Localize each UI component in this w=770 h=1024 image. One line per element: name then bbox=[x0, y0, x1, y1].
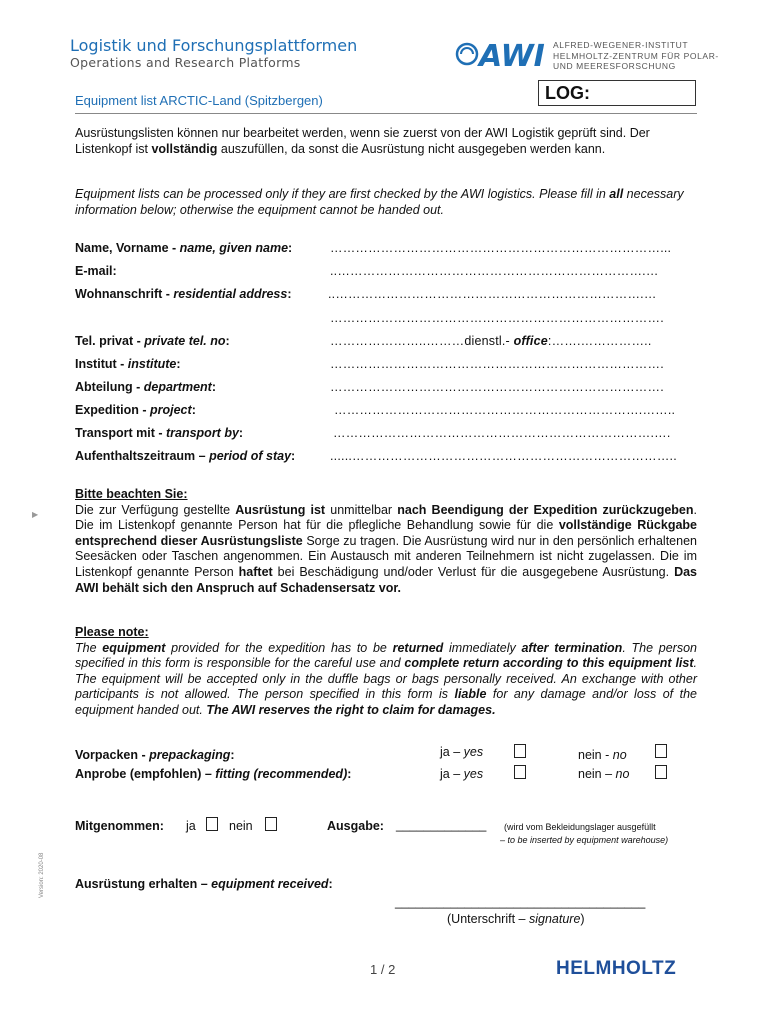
awi-line-1: ALFRED-WEGENER-INSTITUT bbox=[553, 40, 689, 50]
received-label: Ausrüstung erhalten – equipment received: bbox=[75, 877, 333, 891]
field-transport-input[interactable]: ………………………………………………………………….…. bbox=[333, 426, 671, 440]
ausgabe-note-en: – to be inserted by equipment warehouse) bbox=[500, 835, 669, 845]
awi-institute-name bbox=[553, 40, 719, 72]
awi-line-2: HELMHOLTZ-ZENTRUM FÜR POLAR- bbox=[553, 50, 719, 61]
signature-caption: (Unterschrift – signature) bbox=[447, 912, 585, 926]
platform-title-en: Operations and Research Platforms bbox=[70, 55, 301, 70]
field-address-input[interactable]: ..……………………………………………………………….… bbox=[328, 287, 657, 301]
page-number: 1 / 2 bbox=[370, 962, 396, 977]
ausgabe-label: Ausgabe: bbox=[327, 819, 384, 833]
awi-logo-icon bbox=[455, 36, 555, 74]
option-prepackaging-label: Vorpacken - prepackaging: bbox=[75, 748, 235, 762]
note-english: Please note: The equipment provided for the expedition has to be returned immediately after termination. The person specified in this form is responsible for the careful use and complete return according to this equipment list. The equipment will be accepted only in the duffle bags or bags personally received. An exchange with other participants is not allowed. The person specified in this form is liable for any damage and/or loss of the equipment handed out. The AWI reserves the right to claim for damages. bbox=[75, 625, 697, 717]
fitting-yes-checkbox[interactable] bbox=[514, 765, 526, 779]
log-field[interactable]: LOG: bbox=[538, 80, 696, 106]
field-expedition-input[interactable]: ……………………………………………………………….…….. bbox=[334, 403, 676, 417]
field-stay-label: Aufenthaltszeitraum – period of stay: bbox=[75, 449, 296, 463]
option-prepackaging-no: nein - no bbox=[578, 748, 627, 762]
taken-ja-checkbox[interactable] bbox=[206, 817, 218, 831]
helmholtz-logo: HELMHOLTZ bbox=[556, 958, 677, 979]
field-stay-input[interactable]: ......………………………………………………………………….. bbox=[330, 449, 677, 463]
signature-line[interactable]: ____________________________________ bbox=[395, 895, 646, 909]
intro-english: Equipment lists can be processed only if they are first checked by the AWI logistics. Please fill in all necessary information below; otherwise the equipment cannot be handed out. bbox=[75, 187, 684, 217]
note-english-heading: Please note: bbox=[75, 625, 149, 639]
intro-german: Ausrüstungslisten können nur bearbeitet werden, wenn sie zuerst von der AWI Logistik geprüft sind. Der Listenkopf ist vollständig auszufüllen, da sonst die Ausrüstung nicht ausgegeben werden kann. bbox=[75, 126, 650, 156]
field-phone-input[interactable]: …………………..………dienstl.- office:…….…………….. bbox=[330, 334, 652, 348]
field-phone-label: Tel. privat - private tel. no: bbox=[75, 334, 230, 348]
field-address-input-2[interactable]: ……………………………………………………………………. bbox=[330, 311, 664, 325]
field-name-input[interactable]: ……………………………………………………………………... bbox=[330, 241, 672, 255]
version-label: Version: 2020-08 bbox=[39, 852, 45, 898]
field-institute-label: Institut - institute: bbox=[75, 357, 181, 371]
prepackaging-no-checkbox[interactable] bbox=[655, 744, 667, 758]
field-transport-label: Transport mit - transport by: bbox=[75, 426, 244, 440]
note-german: Bitte beachten Sie: Die zur Verfügung gestellte Ausrüstung ist unmittelbar nach Beendigung der Expedition zurückzugeben. Die im Listenkopf genannte Person hat für die pflegliche Behandlung sowie für die vollständige Rückgabe entsprechend dieser Ausrüstungsliste Sorge zu tragen. Die Ausrüstung wird nur in den persönlich erhaltenen Seesäcken oder Taschen angenommen. Ein Austausch mit anderen Teilnehmern ist nicht zugelassen. Die im Listenkopf genannte Person haftet bei Beschädigung und/oder Verlust für die ausgegebene Ausrüstung. Das AWI behält sich den Anspruch auf Schadensersatz vor. bbox=[75, 487, 698, 595]
field-department-label: Abteilung - department: bbox=[75, 380, 216, 394]
option-fitting-label: Anprobe (empfohlen) – fitting (recommended): bbox=[75, 767, 352, 781]
fitting-no-checkbox[interactable] bbox=[655, 765, 667, 779]
option-fitting-yes: ja – yes bbox=[440, 767, 484, 781]
option-fitting-no: nein – no bbox=[578, 767, 630, 781]
prepackaging-yes-checkbox[interactable] bbox=[514, 744, 526, 758]
taken-ja-label: ja bbox=[186, 819, 196, 833]
field-email-input[interactable]: ..……………………………………………………………….… bbox=[330, 264, 659, 278]
svg-text:AWI: AWI bbox=[479, 39, 545, 74]
field-expedition-label: Expedition - project: bbox=[75, 403, 196, 417]
ausgabe-blank[interactable]: _____________ bbox=[396, 818, 487, 832]
arrow-icon: ▶ bbox=[32, 510, 39, 519]
option-prepackaging-yes: ja – yes bbox=[440, 745, 484, 759]
taken-nein-label: nein bbox=[229, 819, 253, 833]
field-address-label: Wohnanschrift - residential address: bbox=[75, 287, 292, 301]
field-email-label: E-mail: bbox=[75, 264, 117, 278]
awi-line-3: UND MEERESFORSCHUNG bbox=[553, 61, 676, 71]
field-department-input[interactable]: ……………………………………………………………………. bbox=[330, 380, 664, 394]
equipment-list-title: Equipment list ARCTIC-Land (Spitzbergen) bbox=[75, 93, 323, 108]
header-divider bbox=[75, 113, 697, 114]
taken-nein-checkbox[interactable] bbox=[265, 817, 277, 831]
platform-title-de: Logistik und Forschungsplattformen bbox=[70, 36, 358, 55]
note-german-heading: Bitte beachten Sie: bbox=[75, 487, 188, 501]
field-name-label: Name, Vorname - name, given name: bbox=[75, 241, 293, 255]
field-institute-input[interactable]: ……………………………………………………………………. bbox=[330, 357, 664, 371]
taken-label: Mitgenommen: bbox=[75, 819, 164, 833]
ausgabe-note-de: (wird vom Bekleidungslager ausgefüllt bbox=[504, 822, 656, 832]
